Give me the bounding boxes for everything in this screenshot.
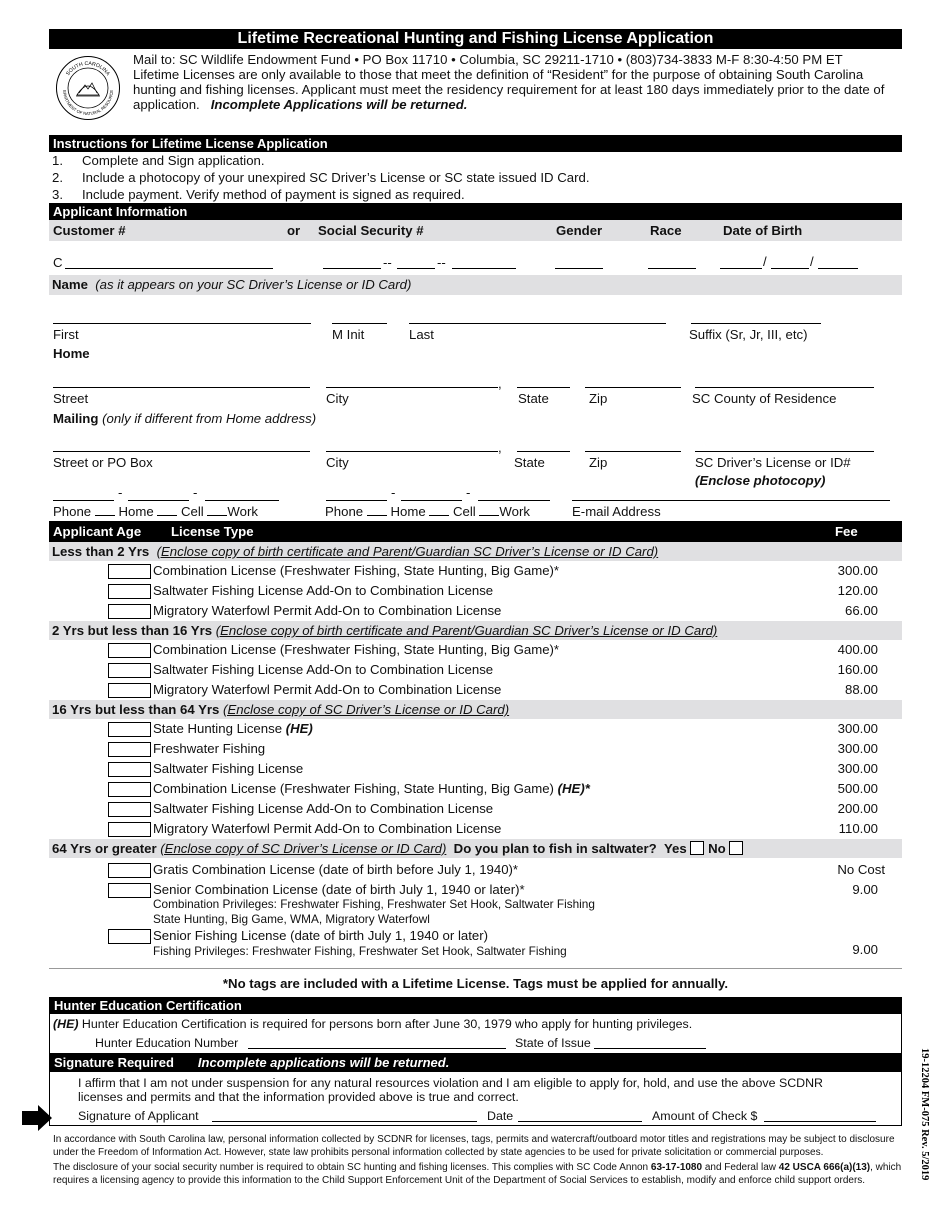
county-field[interactable] <box>695 387 874 388</box>
home-zip-field[interactable] <box>585 387 681 388</box>
phone2-line-field[interactable] <box>478 500 550 501</box>
home-city-field[interactable] <box>326 387 498 388</box>
license-checkbox[interactable] <box>108 742 151 757</box>
instruction-item: 2. Include a photocopy of your unexpired SC Driver’s License or SC state issued ID Card. <box>52 170 590 185</box>
hunter-education-section <box>49 997 902 1126</box>
mailing-address-fields: Mailing (only if different from Home address) , Street or PO Box City State Zip SC Driver’s License or ID# (Enclose photocopy) <box>49 405 902 469</box>
footer <box>49 1134 902 1187</box>
mailing-street-field[interactable] <box>53 451 310 452</box>
license-row: Migratory Waterfowl Permit Add-On to Combination License 88.00 <box>49 680 902 700</box>
name-fields: First M Init Last Suffix (Sr, Jr, III, etc) <box>49 295 902 340</box>
license-checkbox[interactable] <box>108 762 151 777</box>
license-row: Migratory Waterfowl Permit Add-On to Combination License 66.00 <box>49 601 902 621</box>
home-state-field[interactable] <box>517 387 570 388</box>
license-row: Gratis Combination License (date of birth before July 1, 1940)* No Cost <box>49 860 902 880</box>
scdnr-seal-icon <box>55 55 121 121</box>
header <box>49 49 902 135</box>
hunter-ed-fields: Hunter Education Number State of Issue <box>50 1034 901 1053</box>
license-table-header: Applicant Age License Type Fee <box>49 521 902 542</box>
license-checkbox[interactable] <box>108 822 151 837</box>
form-number <box>912 1048 930 1218</box>
instructions-heading: Instructions for Lifetime License Application <box>49 135 902 152</box>
email-field[interactable] <box>572 500 890 501</box>
customer-number-field[interactable] <box>65 268 273 269</box>
license-checkbox[interactable] <box>108 663 151 678</box>
home-street-field[interactable] <box>53 387 310 388</box>
race-field[interactable] <box>648 268 696 269</box>
license-checkbox[interactable] <box>108 883 151 898</box>
last-name-field[interactable] <box>409 323 666 324</box>
phone2-prefix-field[interactable] <box>401 500 462 501</box>
hunter-ed-text: (HE) Hunter Education Certification is required for persons born after June 30, 1979 who apply for hunting privileges. <box>53 1017 693 1031</box>
license-row: Saltwater Fishing License Add-On to Combination License 120.00 <box>49 581 902 601</box>
license-checkbox[interactable] <box>108 564 151 579</box>
license-row: Saltwater Fishing License 300.00 <box>49 759 902 779</box>
check-amount-field[interactable] <box>764 1121 876 1122</box>
form-title: Lifetime Recreational Hunting and Fishing License Application <box>49 29 902 49</box>
saltwater-no-checkbox[interactable] <box>729 841 743 855</box>
license-row: Senior Fishing License (date of birth July 1, 1940 or later) Fishing Privileges: Freshwater Fishing, Freshwater Set Hook, Saltwater Fishing 9.00 <box>49 932 902 969</box>
dob-year-field[interactable] <box>818 268 858 269</box>
license-checkbox[interactable] <box>108 929 151 944</box>
ssn-part2-field[interactable] <box>397 268 435 269</box>
license-checkbox[interactable] <box>108 683 151 698</box>
mail-to: Mail to: SC Wildlife Endowment Fund • PO Box 11710 • Columbia, SC 29211-1710 • (803)734-3833 M-F 8:30-4:50 PM ET <box>133 52 843 67</box>
svg-text:DEPARTMENT OF NATURAL RESOURCE: EPARTMENT OF NATURAL RESOURCE <box>61 89 115 117</box>
mailing-label: Mailing (only if different from Home address) <box>53 411 317 426</box>
middle-initial-field[interactable] <box>332 323 387 324</box>
age-group-64-plus: 64 Yrs or greater (Enclose copy of SC Driver’s License or ID Card) Do you plan to fish in saltwater? Yes No <box>49 839 902 858</box>
signature-heading: Signature Required Incomplete applications will be returned. <box>50 1053 901 1072</box>
application-form <box>49 29 902 1187</box>
gender-field[interactable] <box>555 268 603 269</box>
home-address-fields: Home , Street City State Zip SC County of Residence <box>49 340 902 405</box>
dob-day-field[interactable] <box>771 268 809 269</box>
license-row: Combination License (Freshwater Fishing, State Hunting, Big Game)* 400.00 <box>49 640 902 660</box>
foia-notice: In accordance with South Carolina law, personal information collected by SCDNR for licenses, tags, permits and watercraft/outboard motor titles and registrations may be subject to disclosure under the Freedom of Information Act. However, state law prohibits personal information collected by state agencies to be used for private solicitation or commercial purposes. <box>53 1134 895 1158</box>
phone2-home-check[interactable] <box>367 515 387 516</box>
instruction-item: 1. Complete and Sign application. <box>52 153 265 168</box>
tags-note: *No tags are included with a Lifetime License. Tags must be applied for annually. <box>222 976 729 991</box>
license-row: Freshwater Fishing 300.00 <box>49 739 902 759</box>
mailing-city-field[interactable] <box>326 451 498 452</box>
license-row: Combination License (Freshwater Fishing, State Hunting, Big Game) (HE)* 500.00 <box>49 779 902 799</box>
age-group-under-2: Less than 2 Yrs (Enclose copy of birth certificate and Parent/Guardian SC Driver’s License or ID Card) <box>49 542 902 561</box>
license-row: Migratory Waterfowl Permit Add-On to Combination License 110.00 <box>49 819 902 839</box>
signature-section: I affirm that I am not under suspension for any natural resources violation and I am eligible to apply for, hold, and use the above SCDNR licenses and permits and that the information provided above is true and correct. Signature of Applicant Date Amount of Check $ <box>50 1072 901 1125</box>
name-section-header: Name (as it appears on your SC Driver’s License or ID Card) <box>49 275 902 295</box>
license-checkbox[interactable] <box>108 584 151 599</box>
mailing-state-field[interactable] <box>517 451 570 452</box>
license-checkbox[interactable] <box>108 863 151 878</box>
license-checkbox[interactable] <box>108 722 151 737</box>
hunter-ed-number-field[interactable] <box>248 1048 506 1049</box>
contact-fields: - - - - Phone Home Cell Work Phone Home Cell Work E-mail Address <box>49 469 902 521</box>
hunter-ed-heading: Hunter Education Certification <box>50 997 901 1014</box>
phone1-line-field[interactable] <box>205 500 279 501</box>
dob-month-field[interactable] <box>720 268 762 269</box>
affirmation-text: I affirm that I am not under suspension for any natural resources violation and I am eligible to apply for, hold, and use the above SCDNR licenses and permits and that the information provided above is true and correct. <box>78 1076 824 1104</box>
ssn-disclosure: The disclosure of your social security number is required to obtain SC hunting and fishing licenses. This complies with SC Code Annon 63-17-1080 and Federal law 42 USCA 666(a)(13), which requires a licensing agency to provide this information to the Child Support Enforcement Unit of the Department of Social Services to establish, modify and enforce child support orders. <box>53 1162 902 1186</box>
phone2-area-field[interactable] <box>326 500 387 501</box>
signature-field[interactable] <box>212 1121 477 1122</box>
age-group-2-to-16: 2 Yrs but less than 16 Yrs (Enclose copy of birth certificate and Parent/Guardian SC Driver’s License or ID Card) <box>49 621 902 640</box>
mailing-zip-field[interactable] <box>585 451 681 452</box>
phone1-work-check[interactable] <box>207 515 227 516</box>
instructions-list <box>49 152 902 203</box>
applicant-heading: Applicant Information <box>49 203 902 220</box>
phone1-area-field[interactable] <box>53 500 114 501</box>
applicant-id-fields: C -- -- / / <box>49 241 902 275</box>
license-checkbox[interactable] <box>108 802 151 817</box>
phone1-prefix-field[interactable] <box>128 500 189 501</box>
phone1-type: Phone Home Cell Work <box>53 504 258 519</box>
svg-text:19-12204 FM-075 Rev. 5/2019: 19-12204 FM-075 Rev. 5/2019 <box>919 1048 930 1181</box>
date-field[interactable] <box>518 1121 642 1122</box>
phone2-type: Phone Home Cell Work <box>325 504 530 519</box>
suffix-field[interactable] <box>691 323 821 324</box>
license-row: State Hunting License (HE) 300.00 <box>49 719 902 739</box>
saltwater-yes-checkbox[interactable] <box>690 841 704 855</box>
license-row: Saltwater Fishing License Add-On to Combination License 160.00 <box>49 660 902 680</box>
ssn-part1-field[interactable] <box>323 268 381 269</box>
age-group-16-to-64: 16 Yrs but less than 64 Yrs (Enclose copy of SC Driver’s License or ID Card) <box>49 700 902 719</box>
instruction-item: 3. Include payment. Verify method of payment is signed as required. <box>52 187 465 202</box>
license-row: Combination License (Freshwater Fishing, State Hunting, Big Game)* 300.00 <box>49 561 902 581</box>
license-checkbox[interactable] <box>108 604 151 619</box>
applicant-id-header: Customer # or Social Security # Gender Race Date of Birth <box>49 220 902 241</box>
license-checkbox[interactable] <box>108 643 151 658</box>
mailing-info <box>133 52 903 112</box>
first-name-field[interactable] <box>53 323 311 324</box>
phone1-cell-check[interactable] <box>157 515 177 516</box>
residency-text: Lifetime Licenses are only available to those that meet the definition of “Resident” for the purpose of obtaining South Carolina hunting and fishing licenses. Applicant must meet the residency requirement for at least 180 days immediately prior to the date of application. Incomplete Applications will be returned. <box>133 67 885 112</box>
phone1-home-check[interactable] <box>95 515 115 516</box>
license-row: Senior Combination License (date of birth July 1, 1940 or later)* 9.00 Combination Privileges: Freshwater Fishing, Freshwater Set Hook, Saltwater Fishing State Hunting, Big Game, WMA, Migratory Waterfowl <box>49 880 902 932</box>
ssn-part3-field[interactable] <box>452 268 516 269</box>
phone2-cell-check[interactable] <box>429 515 449 516</box>
drivers-license-field[interactable] <box>695 451 874 452</box>
phone2-work-check[interactable] <box>479 515 499 516</box>
hunter-ed-state-field[interactable] <box>594 1048 706 1049</box>
license-row: Saltwater Fishing License Add-On to Combination License 200.00 <box>49 799 902 819</box>
arrow-right-icon <box>22 1105 52 1131</box>
svg-text:SOUTH CAROLINA: SOUTH CAROLINA <box>65 60 111 77</box>
license-checkbox[interactable] <box>108 782 151 797</box>
